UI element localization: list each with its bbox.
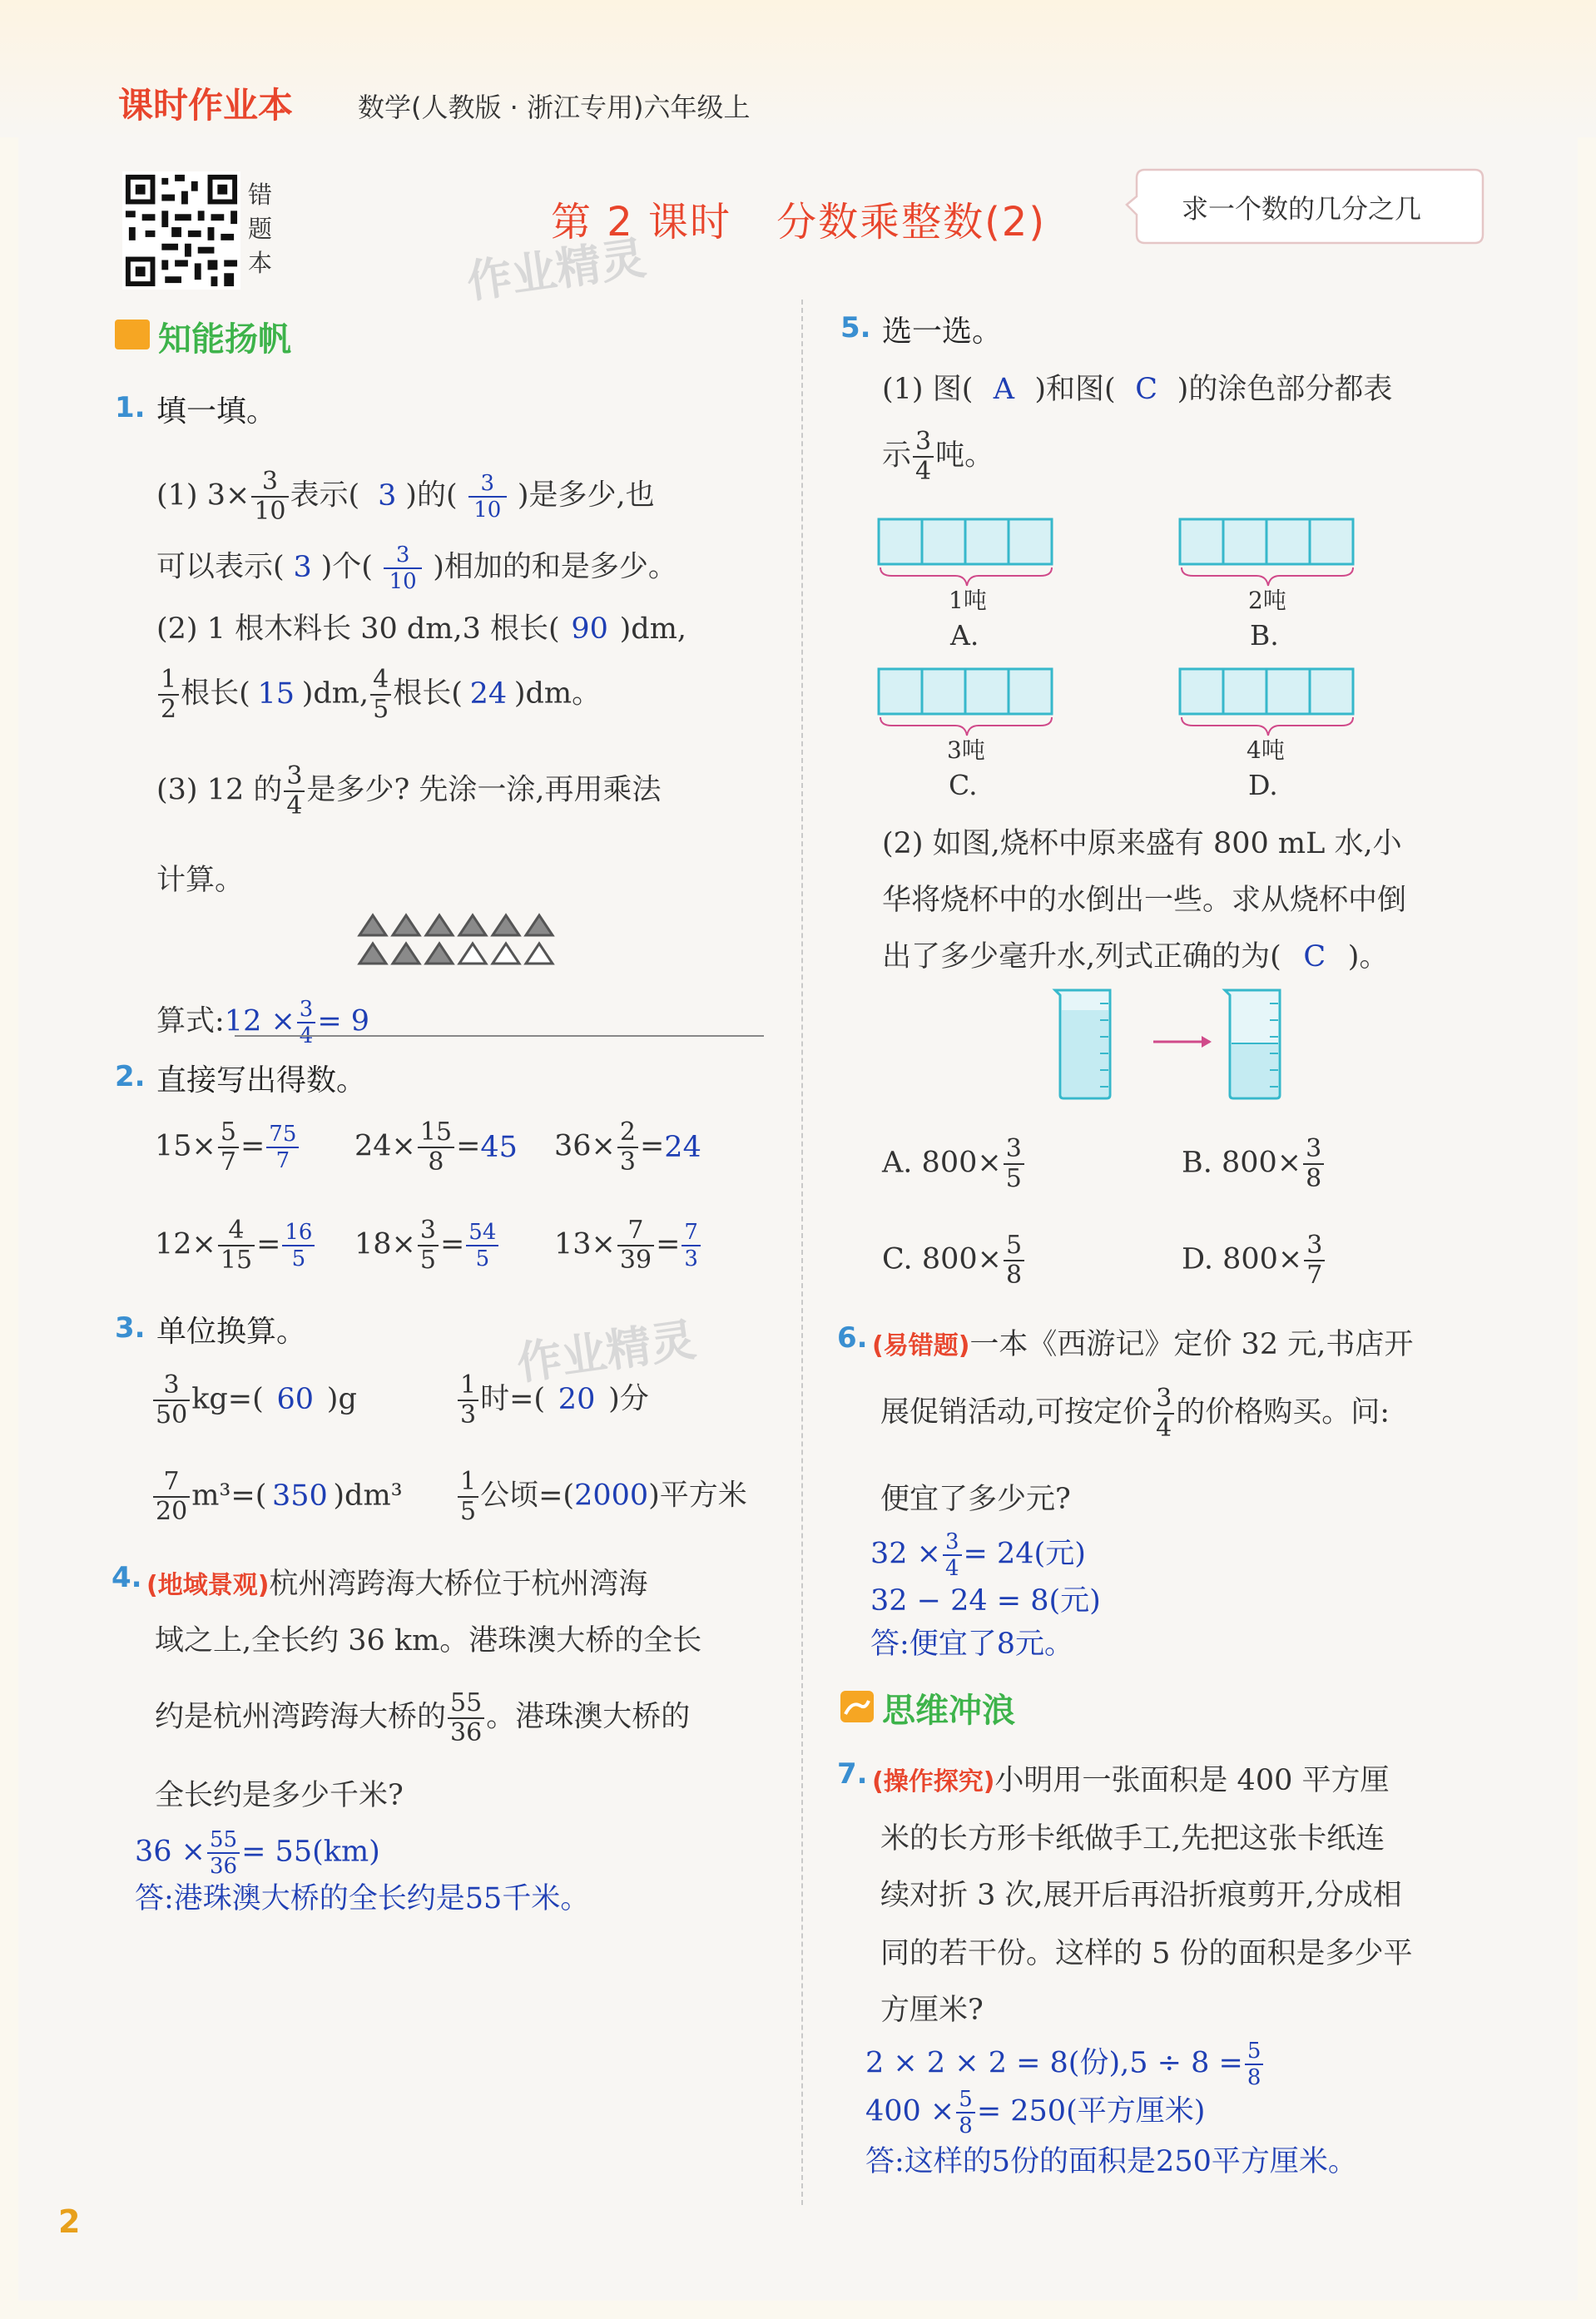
page-number: 2 [58,2203,81,2240]
fraction [158,666,179,724]
fraction [1303,1135,1324,1193]
section-icon [839,1689,875,1724]
text: kg=( [191,1382,264,1416]
q6-number: 6. [837,1321,868,1355]
diagram-c[interactable] [875,666,1057,741]
text: = [456,1129,481,1163]
watermark: 作业精灵 [513,1313,699,1390]
q7-answer-1 [865,2039,1265,2090]
denominator: 3 [684,1246,698,1271]
text: 12× [155,1227,216,1261]
denominator: 8 [1306,1164,1322,1193]
answer-fraction [682,1220,701,1271]
numerator: 4 [370,666,391,696]
numerator: 54 [466,1220,498,1246]
text: 32 × [870,1537,941,1571]
q5-line5 [882,934,1388,975]
fraction [251,468,288,526]
denominator: 7 [275,1148,290,1173]
denominator: 50 [156,1400,188,1430]
answer-fraction [384,543,422,594]
answer: = 9 [317,1004,370,1038]
denominator: 8 [1247,2065,1261,2090]
text: 表示( [290,478,360,513]
denominator: 8 [1005,1261,1023,1290]
q4-line2: 域之上,全长约 36 km。港珠澳大桥的全长 [155,1624,702,1657]
denominator: 39 [619,1246,652,1275]
q4-number: 4. [112,1561,142,1594]
text: A. [882,1146,913,1180]
watermark: 作业精灵 [463,231,649,309]
text: 36× [554,1129,616,1163]
denominator: 4 [945,1556,959,1581]
q3-item [456,1371,649,1430]
denominator: 36 [210,1854,238,1879]
q6-answer-2: 32 − 24 = 8(元) [870,1584,1101,1618]
text: (1) 3× [156,478,250,513]
text: m³=( [191,1479,267,1513]
denominator: 5 [475,1246,490,1271]
q5-option-c[interactable] [882,1231,1026,1290]
diagram-b[interactable] [1177,516,1358,591]
q2-item [354,1216,500,1275]
answer: 3 [378,478,397,513]
fraction [1004,1135,1024,1193]
answer: 20 [558,1382,596,1416]
q7-number: 7. [837,1757,868,1791]
q2-item [155,1118,300,1177]
text: 可以表示( [156,550,285,584]
numerator: 3 [1304,1231,1325,1261]
numerator: 3 [153,1371,190,1401]
text: 小明用一张面积是 400 平方厘 [994,1764,1390,1797]
fraction [370,666,391,724]
denominator: 7 [1306,1261,1323,1290]
numerator: 3 [418,1216,439,1246]
answer-fraction [466,1220,498,1271]
numerator: 3 [468,471,507,498]
q4-answer-1 [135,1827,380,1879]
text: = [639,1129,665,1163]
denominator: 4 [286,791,303,820]
text: 。港珠澳大桥的 [486,1700,691,1734]
q4-line3 [155,1689,690,1747]
text: )。 [1347,940,1389,974]
text: = [656,1227,681,1261]
numerator: 1 [458,1468,478,1498]
q2-number: 2. [115,1060,146,1093]
numerator: 5 [218,1118,239,1148]
q5-option-a[interactable] [882,1135,1026,1193]
numerator: 5 [1245,2039,1264,2065]
section-heading-1: 知能扬帆 [158,320,291,359]
text: )的涂色部分都表 [1177,373,1393,406]
numerator: 15 [418,1118,454,1148]
denominator: 5 [419,1246,436,1275]
question-tag: (操作探究) [872,1767,995,1796]
fraction [153,1468,190,1526]
diagram-d-label: D. [1248,769,1278,801]
q6-line1 [872,1321,1413,1363]
answer: 24 [469,676,508,711]
fraction [1304,1231,1325,1290]
fraction [418,1118,454,1177]
q4-line1 [146,1561,647,1603]
fraction [1153,1385,1174,1443]
answer: C [1135,373,1158,406]
fraction [617,1216,654,1275]
denominator: 10 [254,497,286,526]
text: )dm。 [513,676,602,711]
text: 400 × [865,2094,955,2128]
numerator: 5 [1004,1231,1024,1261]
q4-line4: 全长约是多少千米? [155,1779,404,1812]
text: 800× [1222,1242,1303,1276]
q3-item [151,1371,357,1430]
answer: 350 [271,1479,328,1513]
q1-line2 [156,543,677,594]
fraction [1004,1231,1024,1290]
text: 出了多少毫升水,列式正确的为( [882,940,1281,974]
fraction [153,1371,190,1430]
q7-line2: 米的长方形卡纸做手工,先把这张卡纸连 [880,1822,1385,1856]
text: 根长( [393,676,463,711]
denominator: 5 [1005,1164,1022,1193]
denominator: 4 [915,457,932,486]
numerator: 55 [207,1827,240,1854]
text: 约是杭州湾跨海大桥的 [155,1700,447,1734]
text: )平方米 [648,1479,747,1513]
text: = 24(元) [963,1537,1086,1571]
q5-option-d[interactable] [1182,1231,1326,1290]
numerator: 4 [218,1216,255,1246]
q5-number: 5. [840,311,871,344]
q6-line3: 便宜了多少元? [880,1483,1071,1516]
diagram-d[interactable] [1177,666,1358,741]
q3-number: 3. [115,1311,146,1345]
question-tag: (易错题) [872,1331,970,1360]
denominator: 10 [389,569,417,594]
text: 公顷=( [480,1479,575,1513]
q2-item [354,1118,518,1177]
text: (2) 1 根木料长 30 dm,3 根长( [156,612,560,646]
text: C. [882,1242,913,1276]
q7-line1 [872,1757,1389,1799]
text: = [256,1227,281,1261]
answer: 45 [480,1131,518,1164]
text: )dm³ [333,1479,403,1513]
numerator: 3 [384,543,422,569]
q6-line2 [880,1385,1390,1443]
q1-formula [156,997,369,1048]
diagram-b-caption: 2吨 [1248,587,1286,614]
numerator: 1 [458,1371,478,1401]
text: 根长( [181,676,250,711]
text: 2 × 2 × 2 = 8(份),5 ÷ 8 = [865,2046,1243,2080]
fraction [218,1118,239,1177]
q4-answer-2: 答:港珠澳大桥的全长约是55千米。 [135,1882,590,1915]
q3-item [151,1468,403,1526]
answer: 12 × [224,1004,295,1038]
diagram-d-caption: 4吨 [1247,736,1285,764]
answer-fraction [207,1827,240,1879]
q6-answer-1 [870,1529,1086,1581]
numerator: 5 [956,2087,975,2113]
numerator: 3 [297,997,316,1023]
q7-line3: 续对折 3 次,展开后再沿折痕剪开,分成相 [880,1879,1402,1912]
denominator: 5 [291,1246,306,1271]
text: 18× [354,1227,416,1261]
numerator: 75 [266,1122,299,1148]
denominator: 15 [220,1246,253,1275]
q5-line2 [882,428,994,486]
numerator: 3 [284,762,305,792]
text: )分 [608,1382,649,1416]
q7-answer-2 [865,2087,1205,2138]
numerator: 3 [1153,1385,1174,1415]
numerator: 3 [943,1529,962,1556]
text: 15× [155,1129,216,1163]
q1-line4 [156,666,601,724]
denominator: 5 [460,1497,477,1526]
answer-fraction [266,1122,299,1173]
text: 800× [921,1146,1002,1180]
q3-item [456,1468,747,1526]
text: = 250(平方厘米) [976,2094,1206,2128]
diagram-c-caption: 3吨 [947,736,985,764]
text: )g [326,1382,357,1416]
denominator: 8 [428,1147,444,1177]
triangle-grid[interactable] [356,912,564,967]
q1-line5 [156,762,662,820]
q1-title: 填一填。 [156,394,277,429]
q3-title: 单位换算。 [156,1315,307,1349]
diagram-c-label: C. [949,769,978,801]
text: 时=( [480,1382,546,1416]
text: 展促销活动,可按定价 [880,1395,1152,1430]
section-heading-2: 思维冲浪 [882,1692,1015,1730]
beaker-illustration [1050,987,1316,1102]
text: )是多少,也 [517,478,655,513]
text: (1) 图( [882,373,974,406]
numerator: 55 [448,1689,484,1719]
fraction [913,428,934,486]
numerator: 7 [153,1468,190,1498]
answer-fraction [956,2087,975,2138]
lesson-name: 分数乘整数(2) [776,199,1047,245]
text: )dm, [619,612,687,646]
answer: 60 [276,1382,315,1416]
q7-line5: 方厘米? [880,1994,984,2027]
text: 800× [1222,1146,1302,1180]
numerator: 1 [158,666,179,696]
diagram-a-label: A. [950,619,979,652]
answer: 3 [293,550,312,584]
fraction [458,1371,478,1430]
text: 13× [554,1227,616,1261]
denominator: 4 [299,1023,314,1048]
denominator: 4 [1156,1414,1172,1443]
question-tag: (地域景观) [146,1571,270,1600]
denominator: 36 [450,1718,483,1747]
diagram-a-caption: 1吨 [949,587,987,614]
q5-line3: (2) 如图,烧杯中原来盛有 800 mL 水,小 [882,827,1402,860]
text: D. [1182,1242,1213,1276]
answer-fraction [282,1220,315,1271]
q1-line1 [156,468,655,526]
q2-item [155,1216,316,1275]
text: B. [1182,1146,1212,1180]
text: 800× [921,1242,1002,1276]
q1-number: 1. [115,391,146,424]
text: = [439,1227,465,1261]
q7-answer-3: 答:这样的5份的面积是250平方厘米。 [865,2145,1357,2178]
denominator: 10 [473,498,502,523]
q5-line4: 华将烧杯中的水倒出一些。求从烧杯中倒 [882,884,1407,917]
denominator: 20 [156,1497,188,1526]
answer-fraction [468,471,507,523]
answer: C [1303,940,1326,974]
text: 杭州湾跨海大桥位于杭州湾海 [269,1568,648,1601]
numerator: 3 [1004,1135,1024,1165]
answer-fraction [1245,2039,1264,2090]
fraction [458,1468,478,1526]
denominator: 3 [460,1400,477,1430]
text: = 55(km) [241,1835,380,1869]
brand-title: 课时作业本 [118,85,294,126]
answer: 90 [571,612,608,646]
text: 吨。 [935,439,994,473]
answer-fraction [943,1529,962,1581]
fraction [284,762,305,820]
q2-item [554,1118,701,1177]
text: 一本《西游记》定价 32 元,书店开 [969,1328,1414,1361]
text: )dm, [301,676,369,711]
answer: 15 [257,676,295,711]
denominator: 2 [161,695,177,724]
topic-tag: 求一个数的几分之几 [1182,193,1422,225]
numerator: 3 [251,468,288,498]
numerator: 7 [617,1216,654,1246]
numerator: 3 [1303,1135,1324,1165]
text: 24× [354,1129,416,1163]
denominator: 3 [619,1147,636,1177]
fraction [418,1216,439,1275]
answer-line [235,1035,764,1037]
numerator: 2 [617,1118,638,1148]
denominator: 5 [373,695,389,724]
q1-line3 [156,606,686,647]
text: 示 [882,439,912,473]
numerator: 3 [913,428,934,458]
text: = [240,1129,265,1163]
subject-title: 数学(人教版 · 浙江专用)六年级上 [358,92,751,123]
answer-fraction [297,997,316,1048]
text: 36 × [135,1835,206,1869]
text: 算式: [156,1004,225,1038]
fraction [448,1689,484,1747]
column-divider [801,300,803,2205]
qr-code[interactable] [121,171,241,290]
fraction [218,1216,255,1275]
answer: A [993,373,1014,406]
denominator: 7 [220,1147,236,1177]
q5-line1 [882,366,1392,408]
q5-title: 选一选。 [882,315,1003,349]
text: (3) 12 的 [156,773,283,807]
diagram-b-label: B. [1250,619,1279,652]
qr-label: 错题本 [248,181,273,277]
section-icon [115,320,150,349]
text: 是多少? 先涂一涂,再用乘法 [306,773,662,807]
lesson-number: 第 2 课时 [551,199,732,245]
q2-item [554,1216,702,1275]
q5-option-b[interactable] [1182,1135,1326,1193]
text: )相加的和是多少。 [433,550,677,584]
diagram-a[interactable] [875,516,1057,591]
text: )和图( [1034,373,1116,406]
answer: 2000 [574,1479,649,1513]
q1-line6: 计算。 [156,864,245,897]
q7-line4: 同的若干份。这样的 5 份的面积是多少平 [880,1937,1413,1970]
numerator: 7 [682,1220,701,1246]
denominator: 8 [959,2113,973,2138]
fraction [617,1118,638,1177]
text: )个( [320,550,373,584]
q6-answer-3: 答:便宜了8元。 [870,1628,1074,1661]
text: )的( [405,478,458,513]
q2-title: 直接写出得数。 [156,1063,367,1098]
numerator: 16 [282,1220,315,1246]
text: 的价格购买。问: [1176,1395,1390,1430]
answer: 24 [664,1131,701,1164]
